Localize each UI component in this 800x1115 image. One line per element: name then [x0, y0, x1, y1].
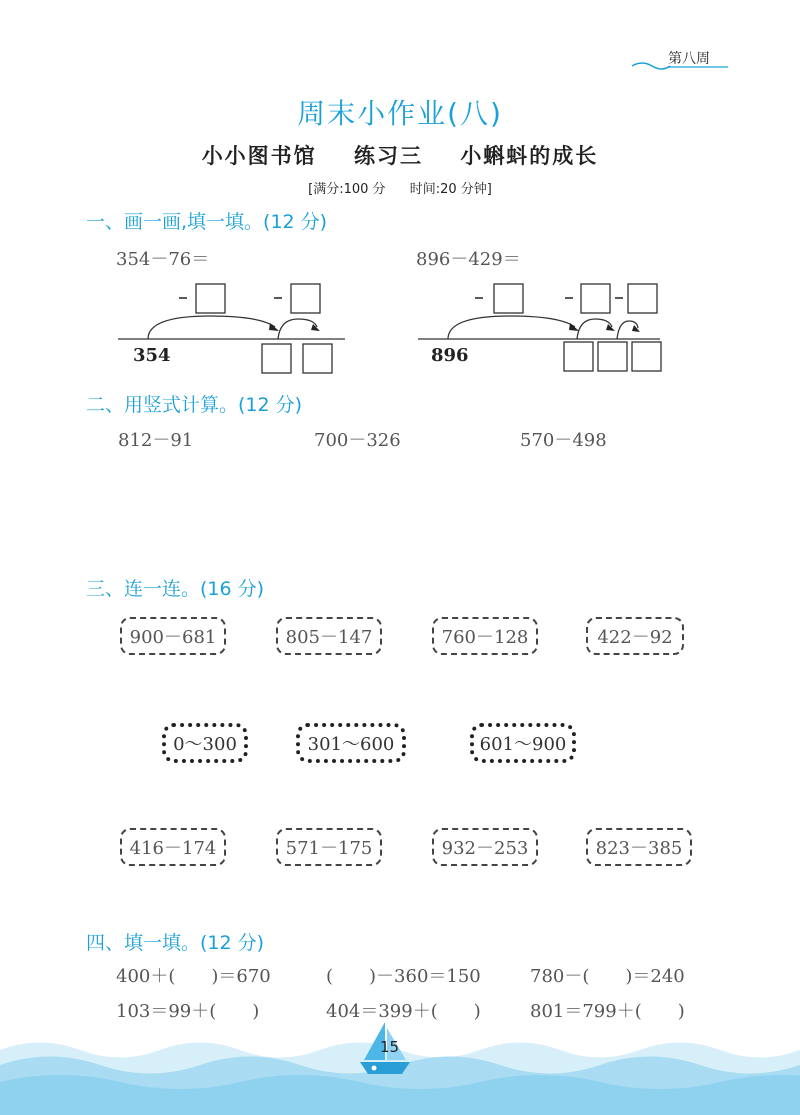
number-line-1-arrowhead-1 — [269, 323, 279, 331]
week-label: 第八周 — [668, 51, 710, 67]
answer-box-1c[interactable] — [262, 344, 291, 373]
section4-title: 四、填一填。(12 分) — [86, 932, 265, 954]
section3-title: 三、连一连。(16 分) — [86, 578, 265, 600]
fill-blank-1[interactable]: 400＋( )＝670 — [116, 966, 271, 987]
week-underline-decoration — [630, 58, 730, 72]
fill-blank-2[interactable]: ( )－360＝150 — [326, 966, 481, 987]
match-top-3[interactable]: 760－128 — [432, 617, 538, 655]
problem2-expression: 896－429＝ — [416, 249, 521, 270]
subtitle-part1: 小小图书馆 — [201, 144, 317, 168]
time-info: 时间:20 分钟] — [409, 182, 492, 197]
answer-box-1a[interactable] — [196, 284, 225, 313]
match-top-1[interactable]: 900－681 — [120, 617, 226, 655]
answer-box-1b[interactable] — [291, 284, 320, 313]
section1-title: 一、画一画,填一填。(12 分) — [86, 211, 328, 233]
subtitle-part2: 练习三 — [354, 144, 423, 168]
answer-box-2b[interactable] — [581, 284, 610, 313]
match-bottom-4[interactable]: 823－385 — [586, 828, 692, 866]
answer-box-2d[interactable] — [564, 342, 593, 371]
match-top-2[interactable]: 805－147 — [276, 617, 382, 655]
fill-blank-5[interactable]: 404＝399＋( ) — [326, 1001, 481, 1022]
score-info: [满分:100 分 — [308, 182, 386, 197]
number-line-2-arrowhead-1 — [569, 323, 579, 331]
match-top-4[interactable]: 422－92 — [586, 617, 684, 655]
vertical-calc-3: 570－498 — [520, 430, 607, 451]
answer-box-2a[interactable] — [494, 284, 523, 313]
page-number: 15 — [380, 1038, 400, 1056]
fill-blank-4[interactable]: 103＝99＋( ) — [116, 1001, 260, 1022]
match-bottom-1[interactable]: 416－174 — [120, 828, 226, 866]
vertical-calc-2: 700－326 — [314, 430, 401, 451]
problem1-expression: 354－76＝ — [116, 249, 210, 270]
number-line-2-jump-large — [448, 316, 575, 339]
range-box-2[interactable]: 301～600 — [296, 723, 406, 763]
number-line-1-start: 354 — [133, 345, 171, 366]
vertical-calc-1: 812－91 — [118, 430, 194, 451]
page-title: 周末小作业(八) — [297, 97, 503, 130]
answer-box-2c[interactable] — [628, 284, 657, 313]
answer-box-2e[interactable] — [598, 342, 627, 371]
number-line-1-jump-small — [278, 319, 317, 339]
number-line-1-jump-large — [148, 316, 275, 339]
page-subtitle — [0, 140, 800, 170]
subtitle-part3: 小蝌蚪的成长 — [460, 144, 599, 168]
answer-box-2f[interactable] — [632, 342, 661, 371]
range-box-3[interactable]: 601～900 — [470, 723, 576, 763]
fill-blank-6[interactable]: 801＝799＋( ) — [530, 1001, 685, 1022]
match-bottom-3[interactable]: 932－253 — [432, 828, 538, 866]
match-bottom-2[interactable]: 571－175 — [276, 828, 382, 866]
answer-box-1d[interactable] — [303, 344, 332, 373]
fill-blank-3[interactable]: 780－( )＝240 — [530, 966, 685, 987]
meta-info — [0, 178, 800, 197]
section2-title: 二、用竖式计算。(12 分) — [86, 394, 303, 416]
range-box-1[interactable]: 0～300 — [162, 723, 248, 763]
number-line-2-start: 896 — [431, 345, 469, 366]
number-line-2-arrowhead-3 — [632, 325, 640, 332]
